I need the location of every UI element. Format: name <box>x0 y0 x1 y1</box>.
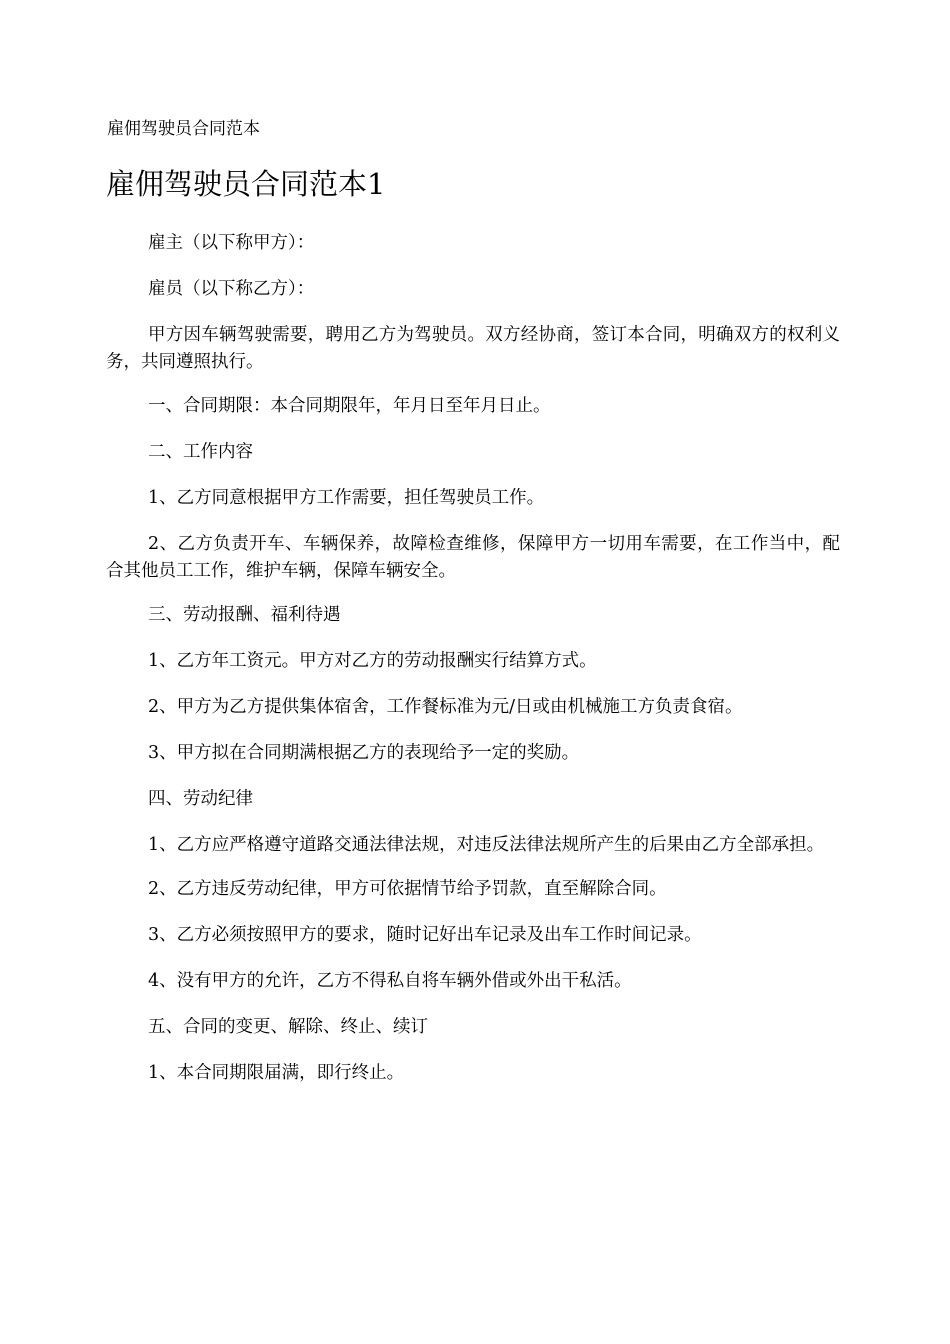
document-title: 雇佣驾驶员合同范本1 <box>106 167 386 201</box>
clause-paragraph: 3、乙方必须按照甲方的要求，随时记好出车记录及出车工作时间记录。 <box>148 925 702 945</box>
clause-paragraph: 1、本合同期限届满，即行终止。 <box>148 1063 405 1083</box>
clause-paragraph: 2、乙方负责开车、车辆保养，故障检查维修，保障甲方一切用车需要，在工作当中，配合其他员工工作，维护车辆，保障车辆安全。 <box>106 534 840 581</box>
section-heading-changes: 五、合同的变更、解除、终止、续订 <box>148 1017 428 1037</box>
party-b-line: 雇员（以下称乙方）： <box>148 279 315 299</box>
section-heading-pay: 三、劳动报酬、福利待遇 <box>148 605 341 625</box>
clause-paragraph: 1、乙方年工资元。甲方对乙方的劳动报酬实行结算方式。 <box>148 651 597 671</box>
party-a-line: 雇主（以下称甲方）： <box>148 233 315 253</box>
clause-paragraph: 1、乙方应严格遵守道路交通法律法规，对违反法律法规所产生的后果由乙方全部承担。 <box>148 835 825 855</box>
clause-paragraph: 2、甲方为乙方提供集体宿舍，工作餐标准为元/日或由机械施工方负责食宿。 <box>148 697 743 717</box>
clause-paragraph: 4、没有甲方的允许，乙方不得私自将车辆外借或外出干私活。 <box>148 971 632 991</box>
section-heading-term: 一、合同期限：本合同期限年，年月日至年月日止。 <box>148 396 551 416</box>
preamble-paragraph: 甲方因车辆驾驶需要，聘用乙方为驾驶员。双方经协商，签订本合同，明确双方的权利义务，共同遵照执行。 <box>106 325 840 372</box>
running-header: 雇佣驾驶员合同范本 <box>107 119 260 139</box>
clause-paragraph: 1、乙方同意根据甲方工作需要，担任驾驶员工作。 <box>148 488 545 508</box>
clause-paragraph: 3、甲方拟在合同期满根据乙方的表现给予一定的奖励。 <box>148 743 580 763</box>
document-body <box>106 230 840 1106</box>
section-heading-work: 二、工作内容 <box>148 442 253 462</box>
section-heading-discipline: 四、劳动纪律 <box>148 789 253 809</box>
clause-paragraph: 2、乙方违反劳动纪律，甲方可依据情节给予罚款，直至解除合同。 <box>148 879 667 899</box>
